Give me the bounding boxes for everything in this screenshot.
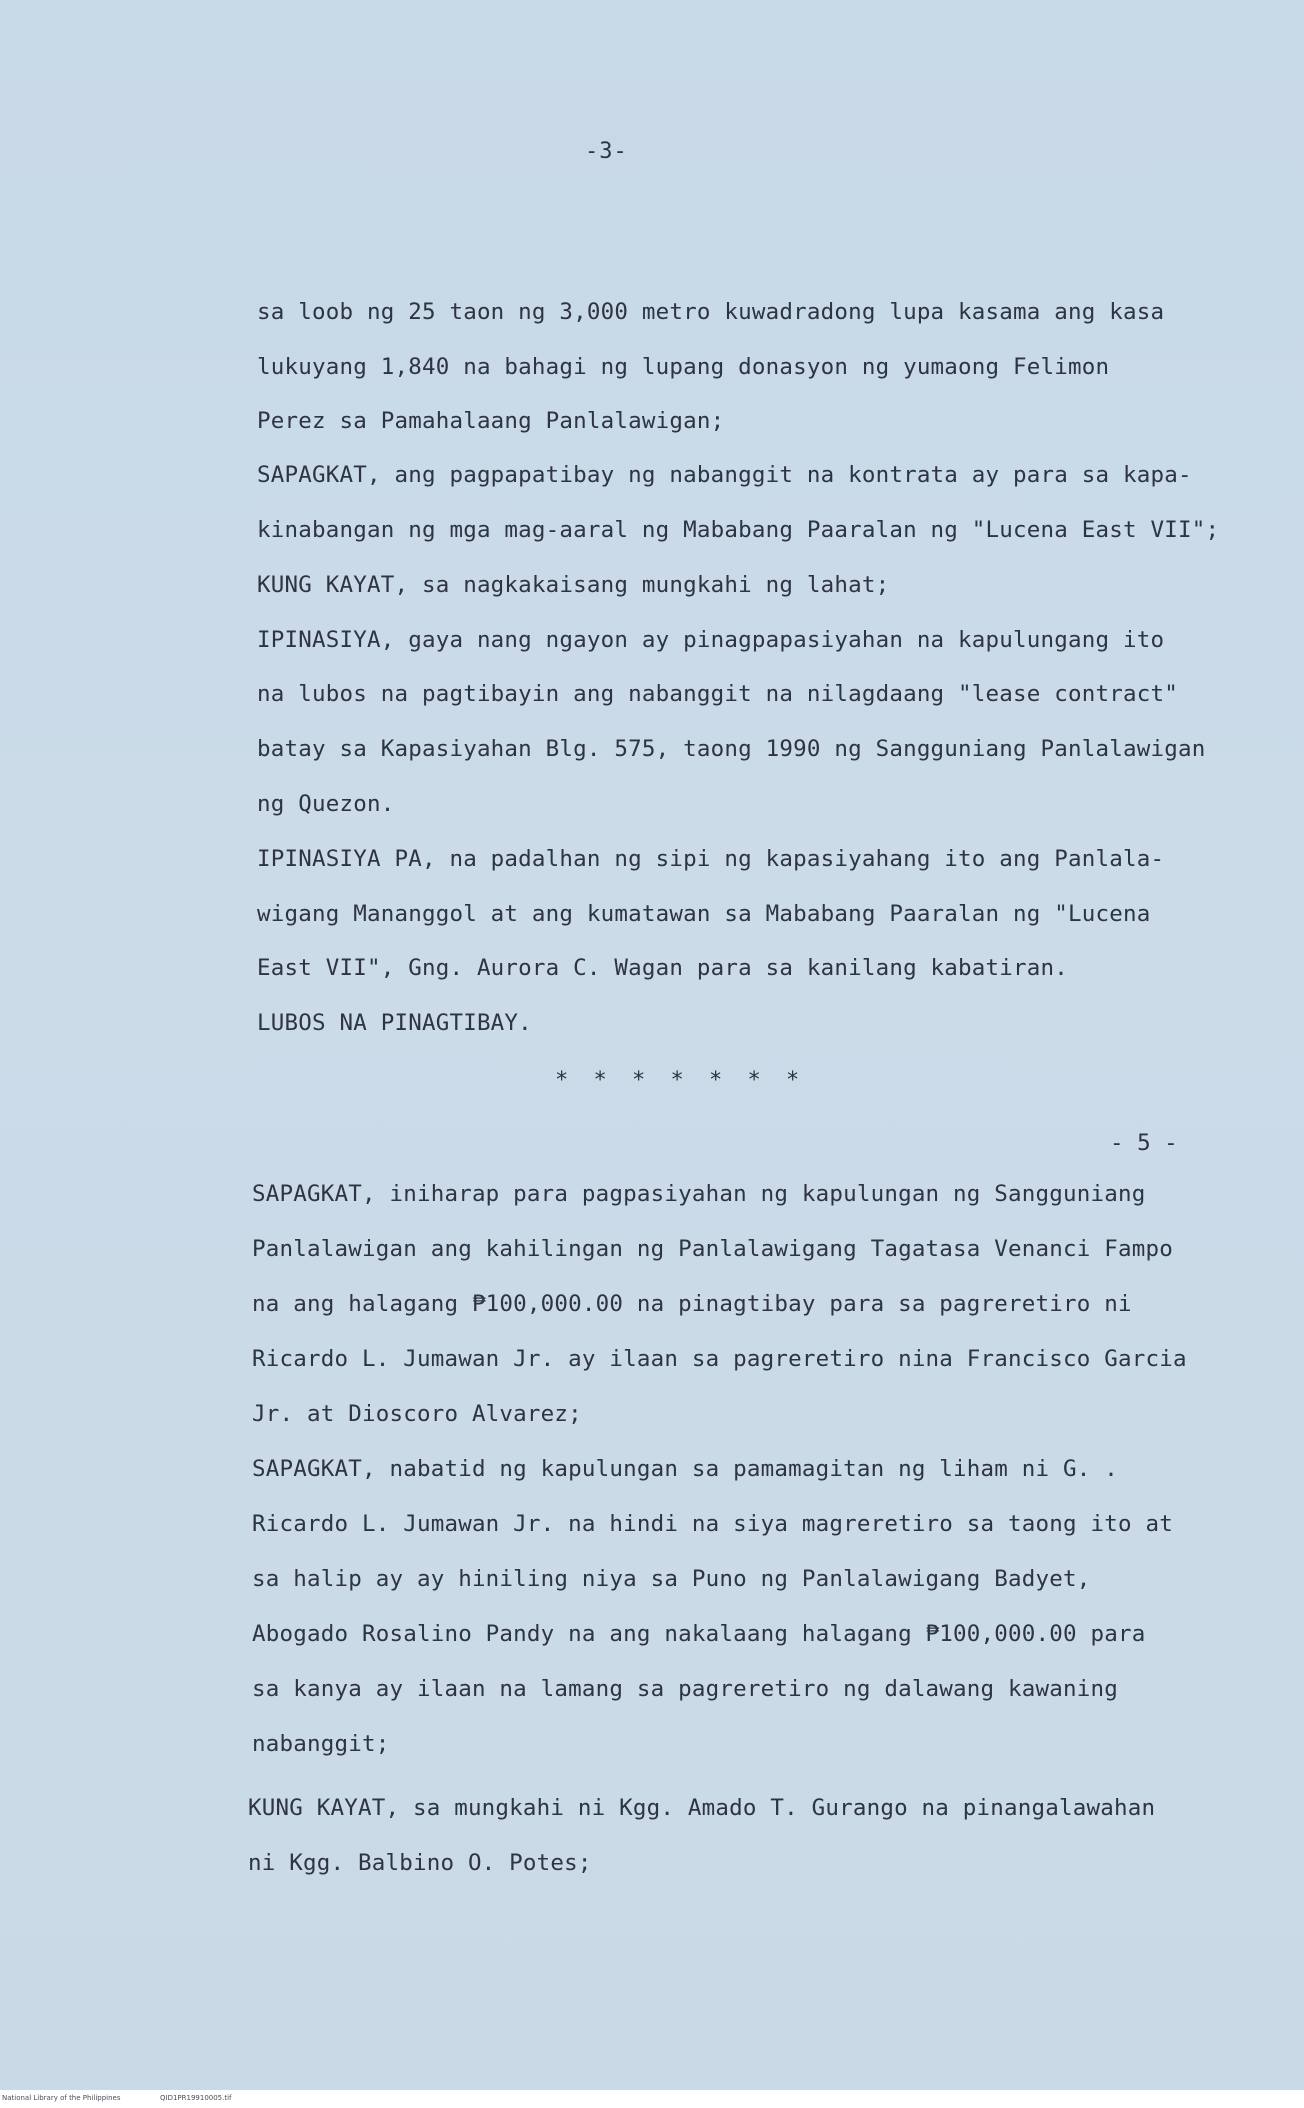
text-line: ng Quezon. — [257, 791, 395, 817]
text-line: Abogado Rosalino Pandy na ang nakalaang halagang ₱100,000.00 para — [252, 1621, 1146, 1647]
section-separator: * * * * * * * — [555, 1068, 806, 1093]
text-line: nabanggit; — [252, 1731, 390, 1757]
text-line: sa loob ng 25 taon ng 3,000 metro kuwadradong lupa kasama ang kasa — [257, 299, 1165, 325]
text-line: Ricardo L. Jumawan Jr. na hindi na siya magreretiro sa taong ito at — [252, 1511, 1173, 1537]
text-line: Jr. at Dioscoro Alvarez; — [252, 1401, 582, 1427]
text-line: IPINASIYA, gaya nang ngayon ay pinagpapasiyahan na kapulungang ito — [257, 627, 1165, 653]
text-line: KUNG KAYAT, sa mungkahi ni Kgg. Amado T. Gurango na pinangalawahan — [248, 1795, 1156, 1821]
text-line: sa kanya ay ilaan na lamang sa pagreretiro ng dalawang kawaning — [252, 1676, 1119, 1702]
text-line: wigang Mananggol at ang kumatawan sa Mababang Paaralan ng "Lucena — [257, 901, 1151, 927]
text-line: SAPAGKAT, ang pagpapatibay ng nabanggit na kontrata ay para sa kapa- — [257, 462, 1192, 488]
section-number: - 5 - — [1110, 1130, 1178, 1156]
text-line: batay sa Kapasiyahan Blg. 575, taong 1990 ng Sangguniang Panlalawigan — [257, 736, 1206, 762]
text-line: sa halip ay ay hiniling niya sa Puno ng Panlalawigang Badyet, — [252, 1566, 1091, 1592]
text-line: LUBOS NA PINAGTIBAY. — [257, 1010, 532, 1036]
text-line: SAPAGKAT, iniharap para pagpasiyahan ng kapulungan ng Sangguniang — [252, 1181, 1146, 1207]
text-line: lukuyang 1,840 na bahagi ng lupang donasyon ng yumaong Felimon — [257, 354, 1110, 380]
text-line: IPINASIYA PA, na padalhan ng sipi ng kapasiyahang ito ang Panlala- — [257, 846, 1165, 872]
footer-library: National Library of the Philippines — [2, 2094, 121, 2102]
text-line: Panlalawigan ang kahilingan ng Panlalawigang Tagatasa Venanci Fampo — [252, 1236, 1173, 1262]
text-line: na ang halagang ₱100,000.00 na pinagtibay para sa pagreretiro ni — [252, 1291, 1132, 1317]
text-line: na lubos na pagtibayin ang nabanggit na nilagdaang "lease contract" — [257, 681, 1178, 707]
text-line: SAPAGKAT, nabatid ng kapulungan sa pamamagitan ng liham ni G. . — [252, 1456, 1119, 1482]
text-line: Ricardo L. Jumawan Jr. ay ilaan sa pagreretiro nina Francisco Garcia — [252, 1346, 1187, 1372]
footer-filename: QID1PR19910005.tif — [160, 2094, 232, 2102]
text-line: kinabangan ng mga mag-aaral ng Mababang Paaralan ng "Lucena East VII"; — [257, 517, 1220, 543]
text-line: KUNG KAYAT, sa nagkakaisang mungkahi ng lahat; — [257, 572, 890, 598]
text-line: Perez sa Pamahalaang Panlalawigan; — [257, 408, 725, 434]
text-line: East VII", Gng. Aurora C. Wagan para sa kanilang kabatiran. — [257, 955, 1069, 981]
text-line: ni Kgg. Balbino O. Potes; — [248, 1850, 592, 1876]
page-number: -3- — [585, 139, 628, 164]
